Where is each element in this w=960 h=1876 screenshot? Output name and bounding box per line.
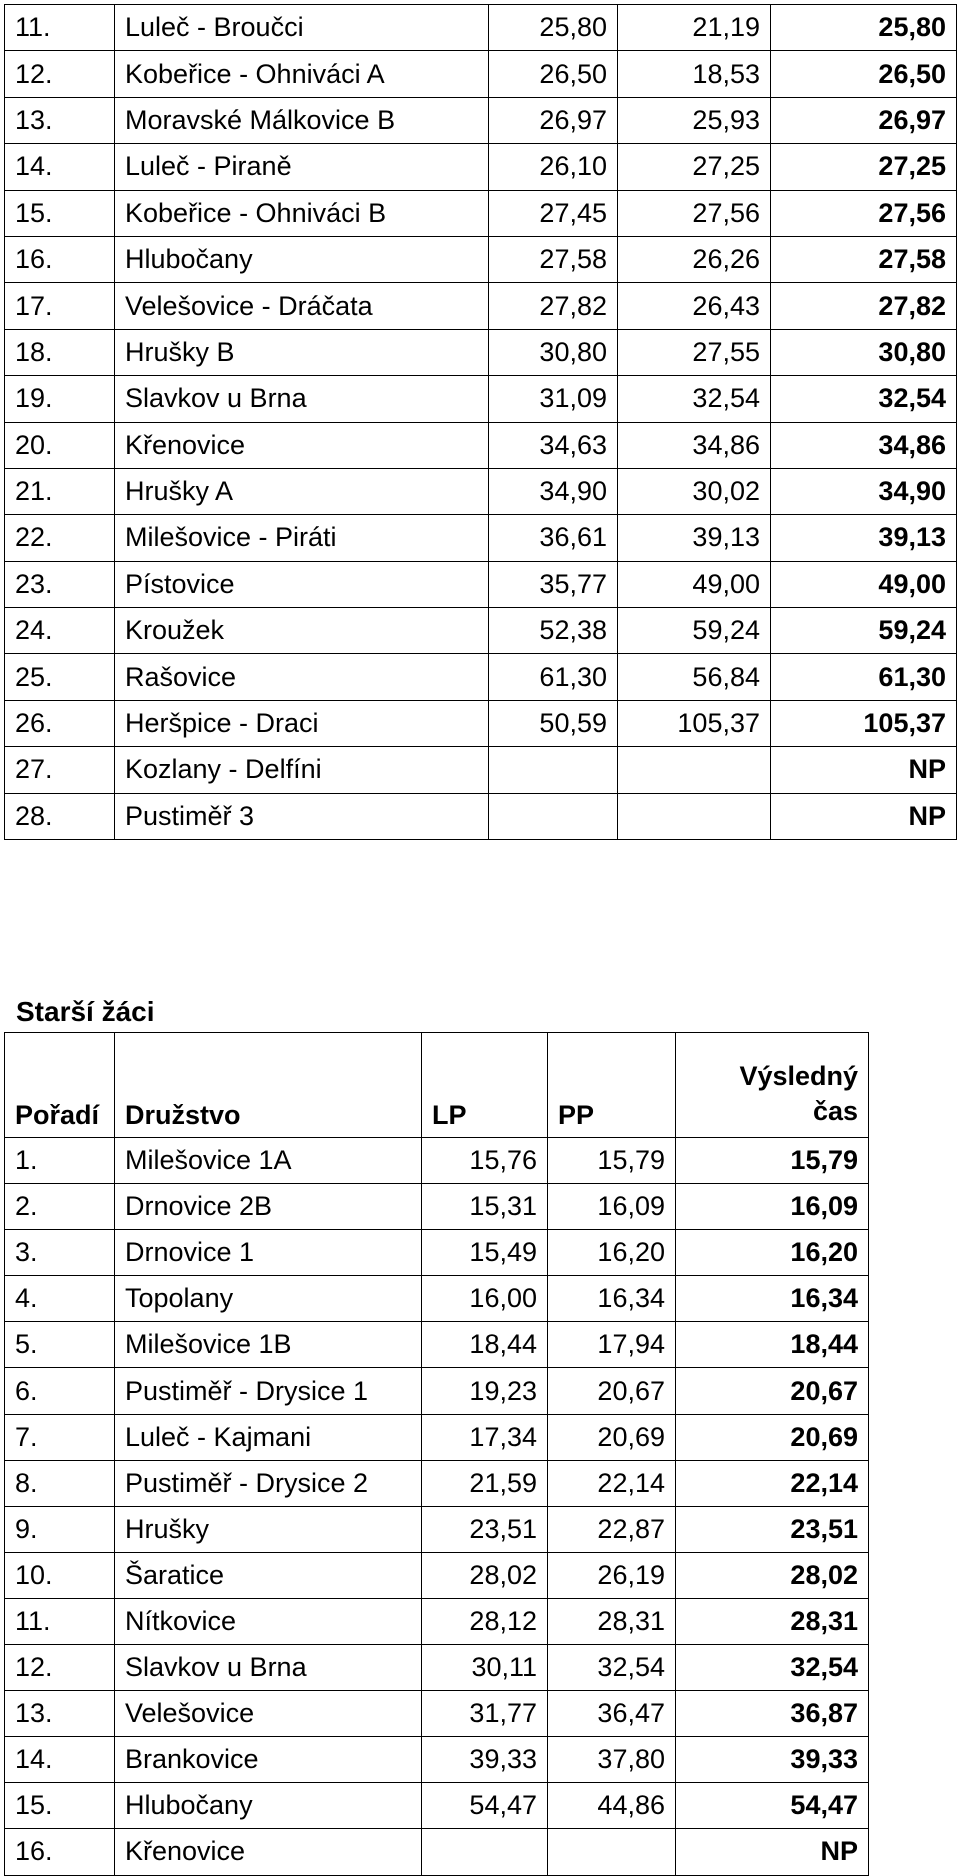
table-row xyxy=(5,561,957,607)
final-time-cell: 26,97 xyxy=(771,97,957,143)
header-final-line1: Výsledný xyxy=(739,1060,858,1091)
team-cell: Milešovice 1A xyxy=(115,1138,422,1184)
final-time-cell: 26,50 xyxy=(771,51,957,97)
pp-cell: 30,02 xyxy=(618,468,771,514)
rank-cell: 19. xyxy=(5,376,115,422)
final-time-cell: 30,80 xyxy=(771,329,957,375)
pp-cell: 32,54 xyxy=(618,376,771,422)
table-row xyxy=(5,422,957,468)
table-row xyxy=(5,1414,869,1460)
final-time-cell: 61,30 xyxy=(771,654,957,700)
table-row xyxy=(5,1230,869,1276)
final-time-cell: 16,34 xyxy=(676,1276,869,1322)
table-row xyxy=(5,1276,869,1322)
pp-cell: 22,14 xyxy=(548,1460,676,1506)
final-time-cell: 27,56 xyxy=(771,190,957,236)
lp-cell: 28,12 xyxy=(422,1598,548,1644)
rank-cell: 12. xyxy=(5,51,115,97)
final-time-cell: 27,58 xyxy=(771,236,957,282)
rank-cell: 28. xyxy=(5,793,115,839)
table-row xyxy=(5,1829,869,1875)
table-row xyxy=(5,1691,869,1737)
team-cell: Křenovice xyxy=(115,1829,422,1875)
pp-cell: 26,43 xyxy=(618,283,771,329)
lp-cell: 34,63 xyxy=(489,422,618,468)
table-row xyxy=(5,5,957,51)
lp-cell: 16,00 xyxy=(422,1276,548,1322)
final-time-cell: 22,14 xyxy=(676,1460,869,1506)
pp-cell: 105,37 xyxy=(618,700,771,746)
final-time-cell: 16,20 xyxy=(676,1230,869,1276)
final-time-cell: 25,80 xyxy=(771,5,957,51)
rank-cell: 11. xyxy=(5,1598,115,1644)
table-row xyxy=(5,654,957,700)
table-row xyxy=(5,747,957,793)
final-time-cell: NP xyxy=(771,793,957,839)
lp-cell: 27,45 xyxy=(489,190,618,236)
lp-cell: 54,47 xyxy=(422,1783,548,1829)
final-time-cell: 34,90 xyxy=(771,468,957,514)
team-cell: Luleč - Kajmani xyxy=(115,1414,422,1460)
team-cell: Velešovice xyxy=(115,1691,422,1737)
lp-cell: 15,31 xyxy=(422,1184,548,1230)
rank-cell: 10. xyxy=(5,1552,115,1598)
lp-cell: 15,76 xyxy=(422,1138,548,1184)
rank-cell: 5. xyxy=(5,1322,115,1368)
final-time-cell: NP xyxy=(771,747,957,793)
pp-cell: 27,25 xyxy=(618,144,771,190)
table-row xyxy=(5,1737,869,1783)
lp-cell: 39,33 xyxy=(422,1737,548,1783)
rank-cell: 12. xyxy=(5,1645,115,1691)
lp-cell: 52,38 xyxy=(489,608,618,654)
rank-cell: 16. xyxy=(5,1829,115,1875)
header-final-line2: čas xyxy=(812,1095,858,1126)
lp-cell: 19,23 xyxy=(422,1368,548,1414)
final-time-cell: NP xyxy=(676,1829,869,1875)
team-cell: Šaratice xyxy=(115,1552,422,1598)
final-time-cell: 39,13 xyxy=(771,515,957,561)
pp-cell: 34,86 xyxy=(618,422,771,468)
table-row xyxy=(5,144,957,190)
lp-cell xyxy=(422,1829,548,1875)
rank-cell: 26. xyxy=(5,700,115,746)
pp-cell: 20,67 xyxy=(548,1368,676,1414)
lp-cell: 34,90 xyxy=(489,468,618,514)
lp-cell: 28,02 xyxy=(422,1552,548,1598)
results-table-body xyxy=(5,5,957,840)
team-cell: Velešovice - Dráčata xyxy=(115,283,489,329)
header-rank: Pořadí xyxy=(5,1033,115,1138)
section-title: Starší žáci xyxy=(16,996,155,1027)
team-cell: Pístovice xyxy=(115,561,489,607)
table-row xyxy=(5,376,957,422)
team-cell: Kozlany - Delfíni xyxy=(115,747,489,793)
table-header-row xyxy=(5,1033,869,1138)
lp-cell: 31,09 xyxy=(489,376,618,422)
team-cell: Topolany xyxy=(115,1276,422,1322)
final-time-cell: 36,87 xyxy=(676,1691,869,1737)
pp-cell: 27,56 xyxy=(618,190,771,236)
table-row xyxy=(5,608,957,654)
header-lp: LP xyxy=(422,1033,548,1138)
rank-cell: 6. xyxy=(5,1368,115,1414)
lp-cell: 26,50 xyxy=(489,51,618,97)
table-row xyxy=(5,1645,869,1691)
pp-cell: 16,34 xyxy=(548,1276,676,1322)
final-time-cell: 32,54 xyxy=(771,376,957,422)
rank-cell: 15. xyxy=(5,190,115,236)
lp-cell xyxy=(489,793,618,839)
rank-cell: 2. xyxy=(5,1184,115,1230)
pp-cell: 37,80 xyxy=(548,1737,676,1783)
lp-cell: 17,34 xyxy=(422,1414,548,1460)
team-cell: Hlubočany xyxy=(115,236,489,282)
rank-cell: 23. xyxy=(5,561,115,607)
team-cell: Milešovice 1B xyxy=(115,1322,422,1368)
final-time-cell: 18,44 xyxy=(676,1322,869,1368)
lp-cell: 27,82 xyxy=(489,283,618,329)
lp-cell xyxy=(489,747,618,793)
table-row xyxy=(5,1322,869,1368)
lp-cell: 50,59 xyxy=(489,700,618,746)
table-row xyxy=(5,1783,869,1829)
rank-cell: 1. xyxy=(5,1138,115,1184)
table-row xyxy=(5,515,957,561)
rank-cell: 15. xyxy=(5,1783,115,1829)
pp-cell xyxy=(618,747,771,793)
team-cell: Slavkov u Brna xyxy=(115,376,489,422)
rank-cell: 24. xyxy=(5,608,115,654)
final-time-cell: 28,31 xyxy=(676,1598,869,1644)
pp-cell: 25,93 xyxy=(618,97,771,143)
lp-cell: 61,30 xyxy=(489,654,618,700)
pp-cell: 56,84 xyxy=(618,654,771,700)
team-cell: Pustiměř - Drysice 1 xyxy=(115,1368,422,1414)
rank-cell: 13. xyxy=(5,97,115,143)
table-row xyxy=(5,329,957,375)
team-cell: Drnovice 2B xyxy=(115,1184,422,1230)
pp-cell: 15,79 xyxy=(548,1138,676,1184)
final-time-cell: 105,37 xyxy=(771,700,957,746)
final-time-cell: 20,69 xyxy=(676,1414,869,1460)
team-cell: Luleč - Piraně xyxy=(115,144,489,190)
pp-cell: 16,09 xyxy=(548,1184,676,1230)
pp-cell: 28,31 xyxy=(548,1598,676,1644)
team-cell: Heršpice - Draci xyxy=(115,700,489,746)
lp-cell: 31,77 xyxy=(422,1691,548,1737)
lp-cell: 21,59 xyxy=(422,1460,548,1506)
team-cell: Hlubočany xyxy=(115,1783,422,1829)
pp-cell: 44,86 xyxy=(548,1783,676,1829)
lp-cell: 36,61 xyxy=(489,515,618,561)
team-cell: Kobeřice - Ohniváci A xyxy=(115,51,489,97)
final-time-cell: 28,02 xyxy=(676,1552,869,1598)
results-table-continued xyxy=(4,4,957,840)
results-table-starsi-zaci xyxy=(4,1032,869,1876)
rank-cell: 14. xyxy=(5,1737,115,1783)
final-time-cell: 16,09 xyxy=(676,1184,869,1230)
pp-cell xyxy=(548,1829,676,1875)
pp-cell: 22,87 xyxy=(548,1506,676,1552)
rank-cell: 8. xyxy=(5,1460,115,1506)
pp-cell: 49,00 xyxy=(618,561,771,607)
table-row xyxy=(5,1598,869,1644)
table-row xyxy=(5,1506,869,1552)
final-time-cell: 20,67 xyxy=(676,1368,869,1414)
rank-cell: 9. xyxy=(5,1506,115,1552)
lp-cell: 25,80 xyxy=(489,5,618,51)
lp-cell: 30,80 xyxy=(489,329,618,375)
pp-cell: 59,24 xyxy=(618,608,771,654)
table-row xyxy=(5,283,957,329)
lp-cell: 35,77 xyxy=(489,561,618,607)
team-cell: Moravské Málkovice B xyxy=(115,97,489,143)
pp-cell: 36,47 xyxy=(548,1691,676,1737)
team-cell: Rašovice xyxy=(115,654,489,700)
lp-cell: 26,97 xyxy=(489,97,618,143)
table-row xyxy=(5,51,957,97)
table-row xyxy=(5,190,957,236)
team-cell: Luleč - Broučci xyxy=(115,5,489,51)
rank-cell: 11. xyxy=(5,5,115,51)
rank-cell: 7. xyxy=(5,1414,115,1460)
rank-cell: 22. xyxy=(5,515,115,561)
rank-cell: 14. xyxy=(5,144,115,190)
table-row xyxy=(5,1368,869,1414)
header-final-time xyxy=(676,1033,869,1138)
final-time-cell: 49,00 xyxy=(771,561,957,607)
team-cell: Brankovice xyxy=(115,1737,422,1783)
team-cell: Pustiměř 3 xyxy=(115,793,489,839)
pp-cell: 27,55 xyxy=(618,329,771,375)
final-time-cell: 59,24 xyxy=(771,608,957,654)
rank-cell: 25. xyxy=(5,654,115,700)
final-time-cell: 23,51 xyxy=(676,1506,869,1552)
pp-cell: 26,19 xyxy=(548,1552,676,1598)
final-time-cell: 39,33 xyxy=(676,1737,869,1783)
table-row xyxy=(5,1460,869,1506)
table-row xyxy=(5,468,957,514)
table-row xyxy=(5,793,957,839)
team-cell: Slavkov u Brna xyxy=(115,1645,422,1691)
lp-cell: 30,11 xyxy=(422,1645,548,1691)
pp-cell: 32,54 xyxy=(548,1645,676,1691)
final-time-cell: 27,82 xyxy=(771,283,957,329)
pp-cell: 21,19 xyxy=(618,5,771,51)
pp-cell: 17,94 xyxy=(548,1322,676,1368)
final-time-cell: 54,47 xyxy=(676,1783,869,1829)
pp-cell: 26,26 xyxy=(618,236,771,282)
rank-cell: 13. xyxy=(5,1691,115,1737)
pp-cell: 16,20 xyxy=(548,1230,676,1276)
pp-cell: 20,69 xyxy=(548,1414,676,1460)
lp-cell: 23,51 xyxy=(422,1506,548,1552)
final-time-cell: 15,79 xyxy=(676,1138,869,1184)
rank-cell: 4. xyxy=(5,1276,115,1322)
final-time-cell: 32,54 xyxy=(676,1645,869,1691)
table-row xyxy=(5,700,957,746)
rank-cell: 16. xyxy=(5,236,115,282)
table-row xyxy=(5,236,957,282)
pp-cell: 18,53 xyxy=(618,51,771,97)
table-row xyxy=(5,1138,869,1184)
rank-cell: 3. xyxy=(5,1230,115,1276)
team-cell: Nítkovice xyxy=(115,1598,422,1644)
rank-cell: 17. xyxy=(5,283,115,329)
team-cell: Křenovice xyxy=(115,422,489,468)
pp-cell xyxy=(618,793,771,839)
results-table-body xyxy=(5,1138,869,1876)
team-cell: Hrušky A xyxy=(115,468,489,514)
team-cell: Hrušky xyxy=(115,1506,422,1552)
table-row xyxy=(5,97,957,143)
rank-cell: 27. xyxy=(5,747,115,793)
pp-cell: 39,13 xyxy=(618,515,771,561)
team-cell: Kroužek xyxy=(115,608,489,654)
table-row xyxy=(5,1184,869,1230)
team-cell: Drnovice 1 xyxy=(115,1230,422,1276)
team-cell: Hrušky B xyxy=(115,329,489,375)
rank-cell: 20. xyxy=(5,422,115,468)
team-cell: Pustiměř - Drysice 2 xyxy=(115,1460,422,1506)
rank-cell: 21. xyxy=(5,468,115,514)
lp-cell: 15,49 xyxy=(422,1230,548,1276)
lp-cell: 18,44 xyxy=(422,1322,548,1368)
lp-cell: 26,10 xyxy=(489,144,618,190)
final-time-cell: 27,25 xyxy=(771,144,957,190)
team-cell: Kobeřice - Ohniváci B xyxy=(115,190,489,236)
header-pp: PP xyxy=(548,1033,676,1138)
final-time-cell: 34,86 xyxy=(771,422,957,468)
team-cell: Milešovice - Piráti xyxy=(115,515,489,561)
lp-cell: 27,58 xyxy=(489,236,618,282)
rank-cell: 18. xyxy=(5,329,115,375)
header-team: Družstvo xyxy=(115,1033,422,1138)
table-row xyxy=(5,1552,869,1598)
